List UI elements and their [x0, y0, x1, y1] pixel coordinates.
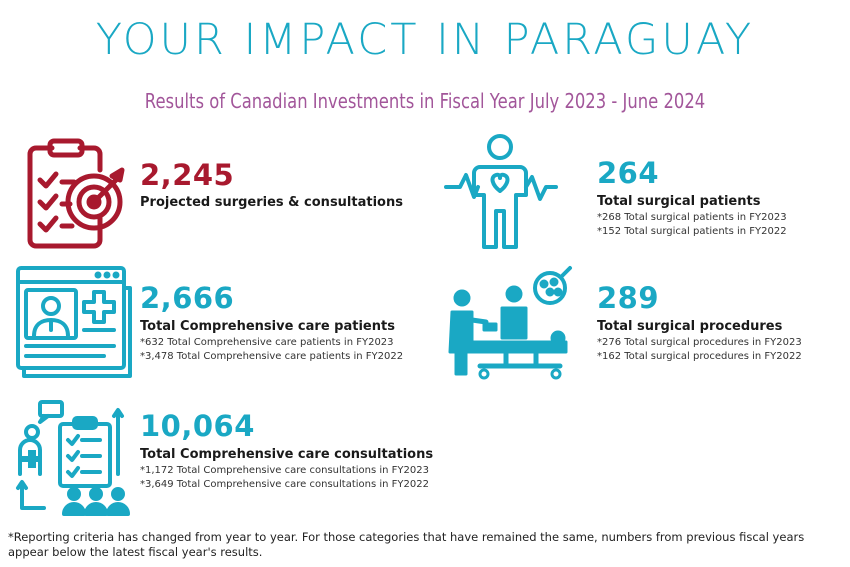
stat-label: Total surgical patients [597, 194, 761, 209]
medical-record-window-icon [14, 264, 132, 382]
stat-note: *268 Total surgical patients in FY2023 [597, 212, 787, 223]
stat-label: Total Comprehensive care patients [140, 319, 395, 334]
stat-surgical-procedures [597, 281, 802, 364]
stat-note: *162 Total surgical procedures in FY2022 [597, 351, 802, 362]
stat-number: 264 [597, 156, 660, 190]
stat-note: *1,172 Total Comprehensive care consultations in FY2023 [140, 465, 429, 476]
stat-projected-surgeries [140, 158, 403, 212]
clipboard-target-icon [14, 136, 132, 250]
stat-label: Projected surgeries & consultations [140, 195, 403, 210]
surgery-team-icon [440, 262, 580, 384]
stat-number: 10,064 [140, 409, 255, 443]
stat-label: Total Comprehensive care consultations [140, 447, 434, 462]
stat-comprehensive-care-patients [140, 281, 403, 364]
stat-number: 2,666 [140, 281, 235, 315]
heartbeat-person-icon [442, 131, 560, 253]
stat-note: *276 Total surgical procedures in FY2023 [597, 337, 802, 348]
footnote: *Reporting criteria has changed from year to year. For those categories that have remained the same, numbers from previous fiscal years appear below the latest fiscal year's results. [8, 530, 805, 559]
stat-number: 2,245 [140, 158, 235, 192]
stat-note: *152 Total surgical patients in FY2022 [597, 226, 787, 237]
stat-label: Total surgical procedures [597, 319, 783, 334]
stat-note: *3,478 Total Comprehensive care patients in FY2022 [140, 351, 404, 362]
stat-surgical-patients [597, 156, 787, 239]
care-plan-team-icon [14, 400, 132, 516]
page-title: YOUR IMPACT IN PARAGUAY [95, 15, 755, 65]
stat-number: 289 [597, 281, 660, 315]
stat-comprehensive-care-consultations [140, 409, 433, 492]
page-subtitle: Results of Canadian Investments in Fiscal Year July 2023 - June 2024 [144, 89, 706, 113]
stat-note: *632 Total Comprehensive care patients in FY2023 [140, 337, 394, 348]
stat-note: *3,649 Total Comprehensive care consultations in FY2022 [140, 479, 429, 490]
